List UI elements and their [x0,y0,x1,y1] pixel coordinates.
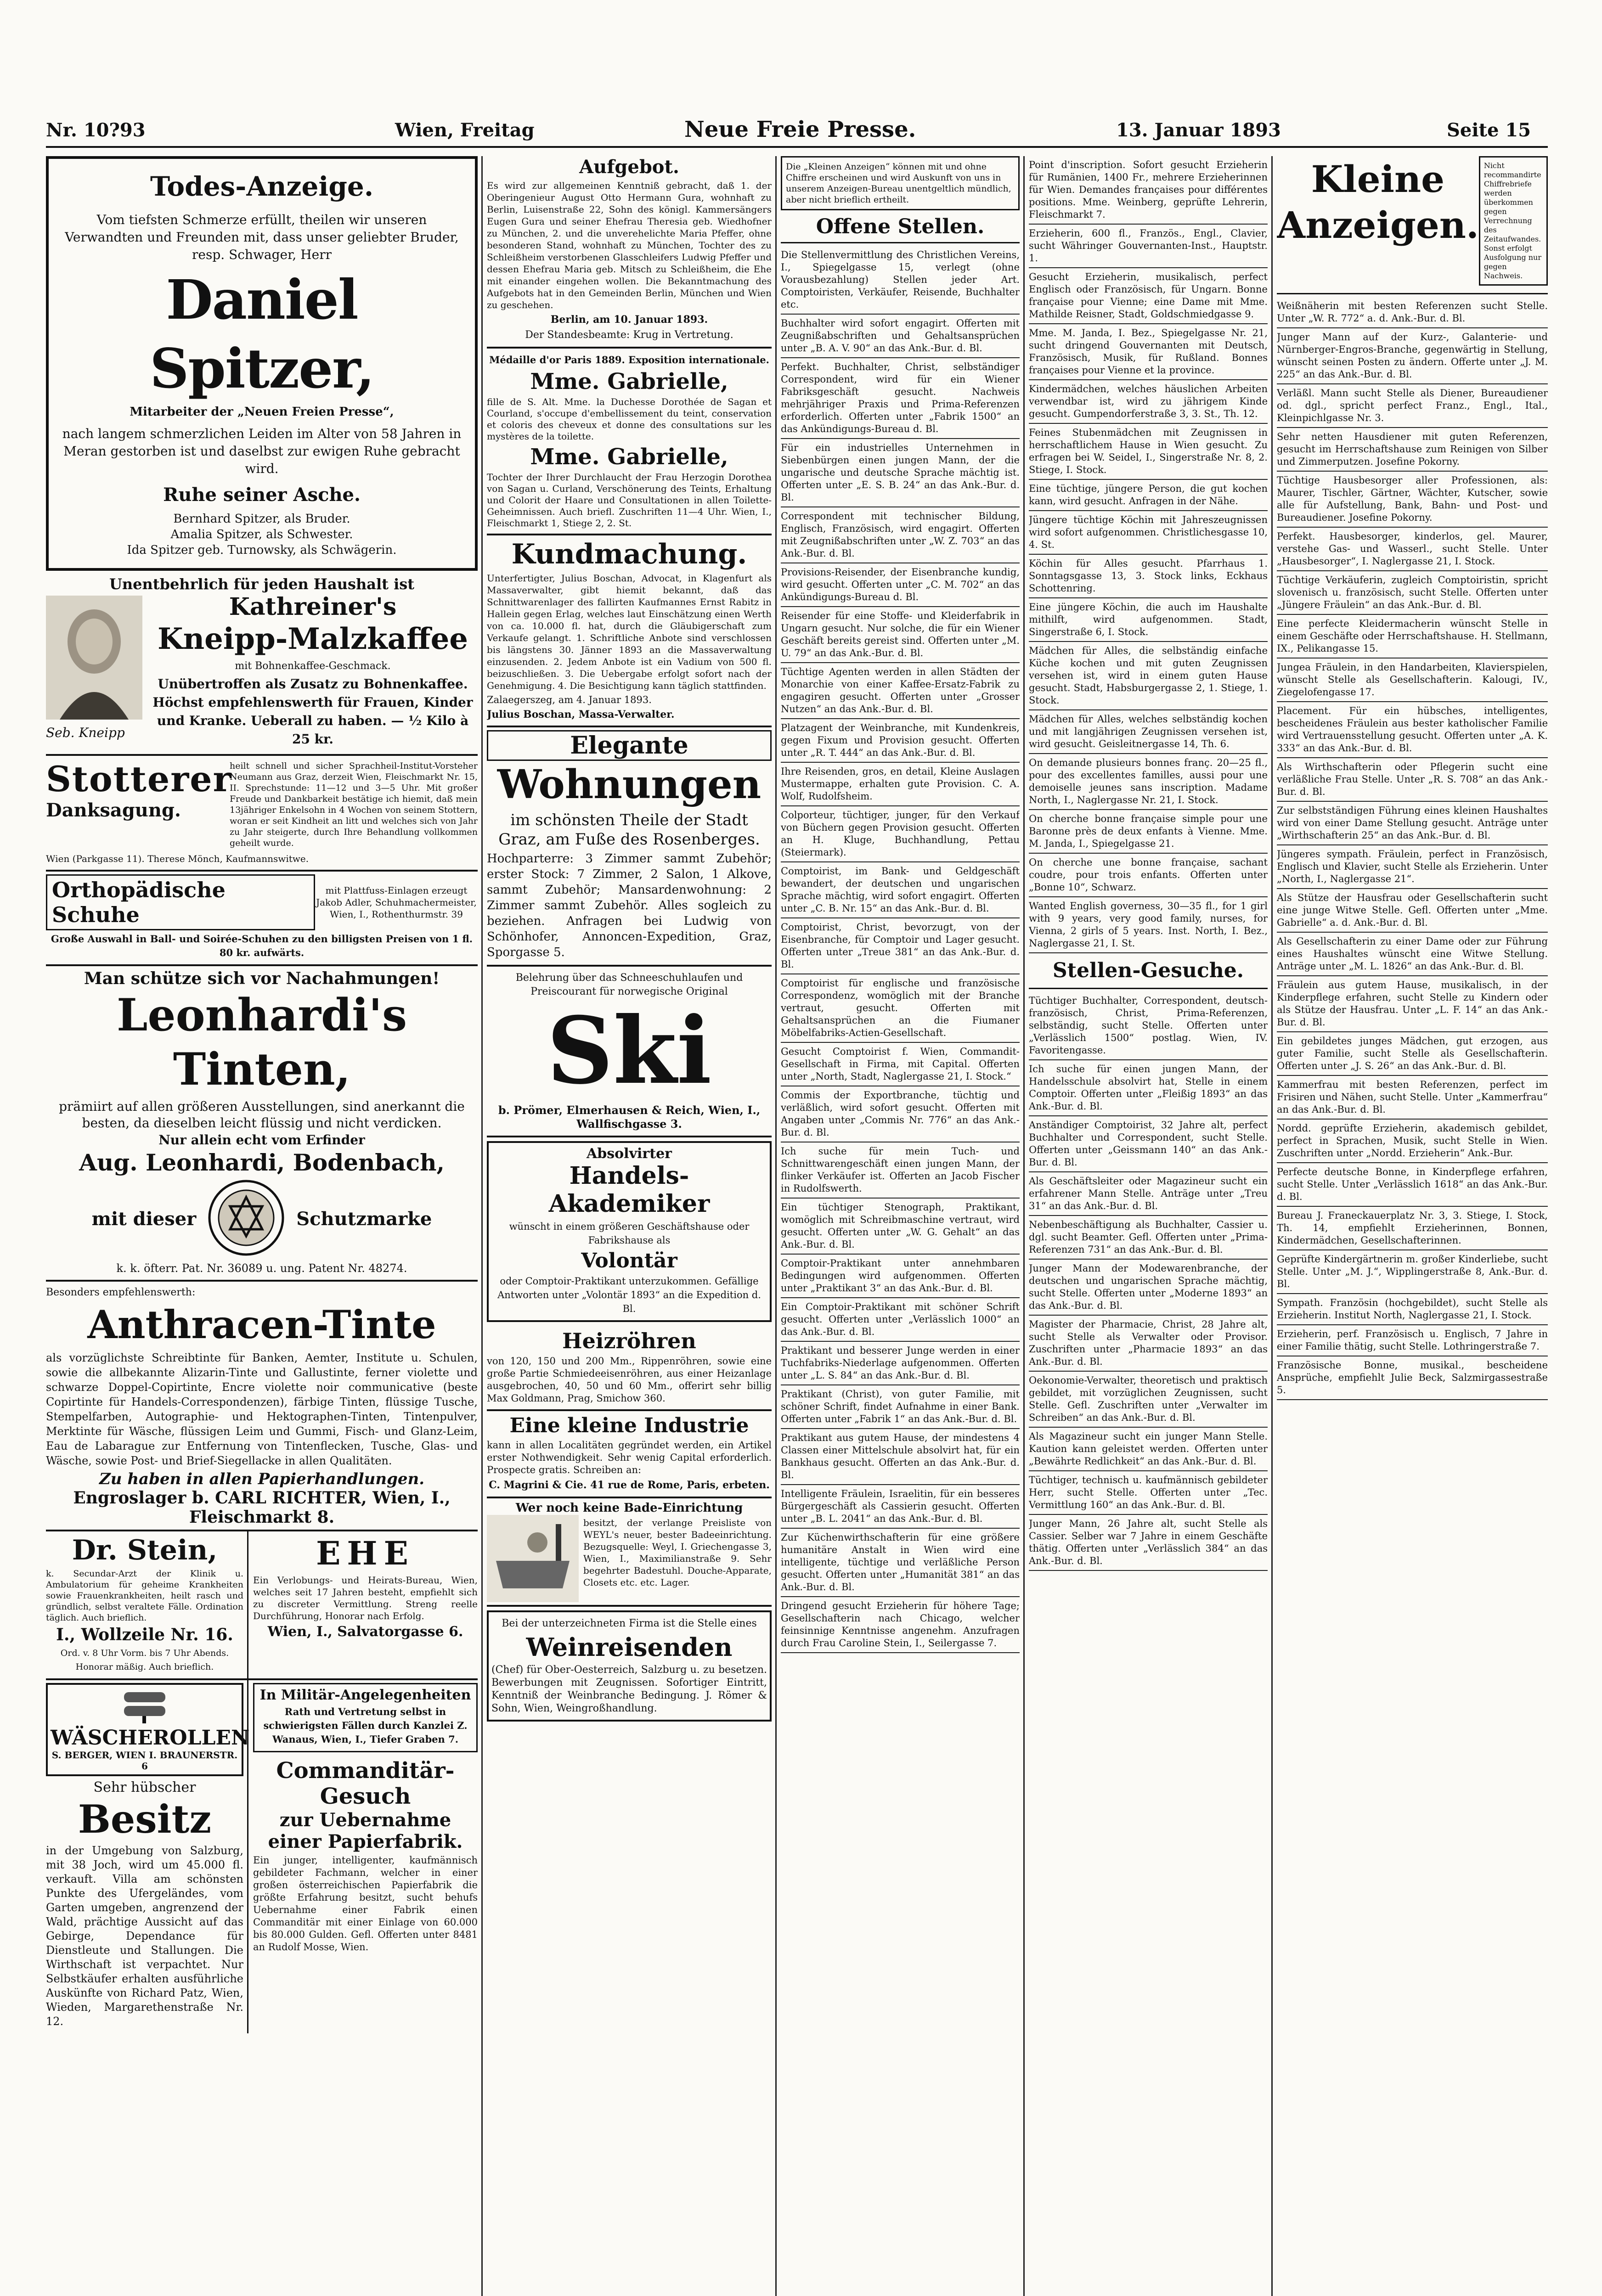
column-3 [781,156,1020,2296]
akademiker-ad [487,1141,772,1322]
akademiker-text: wünscht in einem größeren Geschäftshause oder Fabrikshause als [509,1221,750,1246]
stein-hours: Ord. v. 8 Uhr Vorm. bis 7 Uhr Abends. Honorar mäßig. Auch brieflich. [60,1648,229,1672]
classified-ad-item: Tüchtige Verkäuferin, zugleich Comptoiristin, spricht slovenisch u. französisch, sucht Stelle. Offerten unter „Jüngere Fräulein“ an das Ank.-Bur. d. Bl. [1277,571,1548,615]
job-wanted-ad-item: Magister der Pharmacie, Christ, 28 Jahre alt, sucht Stelle als Verwalter oder Provisor. Zuschriften unter „Pharmacie 1893“ an das Ank.-Bur. d. Bl. [1029,1316,1268,1372]
kneipp-head: Unentbehrlich für jeden Haushalt ist [109,575,415,593]
classified-ad-item: Platzagent der Weinbranche, mit Kundenkreis, gegen Fixum und Provision gesucht. Offerten unter „R. T. 444“ an das Ank.-Bur. d. Bl. [781,719,1020,763]
kneipp-sub: mit Bohnenkaffee-Geschmack. [235,660,391,672]
besitz-text: in der Umgebung von Salzburg, mit 38 Joch, wird um 45.000 fl. verkauft. Villa am schönsten Punkte des Ufergeländes, vom Garten umgeben, angrenzend der Wald, prächtige Aussicht auf das Gebirge, Dependance für Dienstleute und Stallungen. Die Wirthschaft ist verpachtet. Nur Selbstkäufer erhalten ausführliche Auskünfte von Richard Patz, Wien, Wieden, Margarethenstraße Nr. 12. [46,1844,243,2028]
issue-date: 13. Januar 1893 [1116,119,1281,141]
aufgebot-date: Berlin, am 10. Januar 1893. [550,314,708,326]
classified-ad-item: Erzieherin, perf. Französisch u. Englisch, 7 Jahre in einer Familie thätig, sucht Stelle. Lothringerstraße 7. [1277,1325,1548,1356]
akademiker-title: Handels-Akademiker [548,1162,710,1218]
ehe-title: EHE [316,1534,415,1572]
stein-ehe-row [46,1531,478,1680]
classified-ad-item: Placement. Für ein hübsches, intelligentes, bescheidenes Fräulein aus bester katholischer Familie wird Vertrauensstellung gesucht. Offerten unter „A. K. 333“ an das Ank.-Bur. d. Bl. [1277,702,1548,758]
wohnungen-title: Wohnungen [497,761,762,808]
gabrielle-title: Mme. Gabrielle, [530,369,728,394]
classified-ad-item: Sympath. Französin (hochgebildet), sucht Stelle als Erzieherin. Institut North, Naglergasse 21, I. Stock. [1277,1294,1548,1325]
classified-ad-item: Fräulein aus gutem Hause, musikalisch, in der Kinderpflege erfahren, sucht Stelle zu Kindern oder als Stütze der Hausfrau. Unter „L. F. 14“ an das Ank.-Bur. d. Bl. [1277,976,1548,1032]
akademiker-text-2: oder Comptoir-Praktikant unterzukommen. Gefällige Antworten unter „Volontär 1893“ an die Expedition d. Bl. [497,1276,761,1314]
kleine-anzeigen-note: Die „Kleinen Anzeigen“ können mit und ohne Chiffre erscheinen und wird Auskunft von uns in unserem Anzeigen-Bureau unentgeltlich mündlich, aber nicht brieflich ertheilt. [781,156,1020,210]
classified-ad-item: Als Gesellschafterin zu einer Dame oder zur Führung eines Haushaltes wünscht eine Witwe Stellung. Anträge unter „M. L. 1826“ an das Ank.-Bur. d. Bl. [1277,933,1548,976]
death-notice-rest: Ruhe seiner Asche. [163,484,361,506]
ortho-ad [46,872,478,966]
classified-ad-item: Commis der Exportbranche, tüchtig und verläßlich, wird sofort gesucht. Offerten mit Angaben unter „Commis Nr. 776“ an das Ank.-Bur. d. Bl. [781,1086,1020,1142]
heizroehren-text: von 120, 150 und 200 Mm., Rippenröhren, sowie eine große Partie Schmiedeeisenröhren, aus einer Heizanlage ausgebrochen, 40, 50 und 60 Mm., offerirt sehr billig Max Goldmann, Prag, Smichow 360. [487,1356,772,1404]
weinreisenden-title: Weinreisenden [526,1632,733,1662]
stellen-gesuche-title: Stellen-Gesuche. [1052,959,1244,982]
anthracen-pre: Besonders empfehlenswerth: [46,1287,196,1298]
kneipp-signature: Seb. Kneipp [46,725,125,740]
classified-ad-item: Reisender für eine Stoffe- und Kleiderfabrik in Ungarn gesucht. Nur solche, die für ein Wiener Geschäft bereits gereist sind. Offerten unter „M. U. 79“ an das Ank.-Bur. d. Bl. [781,607,1020,663]
leonhardi-mark-left: mit dieser [91,1208,197,1230]
leonhardi-mark-right: Schutzmarke [296,1208,432,1230]
classified-ad-item: Die Stellenvermittlung des Christlichen Vereins, I., Spiegelgasse 15, verlegt (ohne Vorausbezahlung) Stellen jeder Art. Comptoiristen, Verkäufer, Reisende, Buchhalter etc. [781,246,1020,315]
bade-ad [487,1498,772,1607]
akademiker-pre: Absolvirter [587,1146,672,1162]
classified-ad-item: Köchin für Alles gesucht. Pfarrhaus 1. Sonntagsgasse 13, 3. Stock links, Eckhaus Schottenring. [1029,555,1268,598]
bottom-row [46,1680,478,2033]
classified-ad-item: Perfecte deutsche Bonne, in Kinderpflege erfahren, sucht Stelle. Unter „Verlässlich 1618“ an das Ank.-Bur. d. Bl. [1277,1163,1548,1207]
classified-ad-item: Junger Mann auf der Kurz-, Galanterie- und Nürnberger-Engros-Branche, gegenwärtig in Stellung, wünscht seinen Posten zu ändern. Offerte unter „J. M. 225“ an das Ank.-Bur. d. Bl. [1277,328,1548,384]
kneipp-ad [46,575,478,756]
section-rule [1029,988,1268,989]
classified-ad-item: Wanted English governess, 30—35 fl., for 1 girl with 9 years, very good family, nurses, for Vienna, 2 girls of 5 years. Inst. North, I. Bez., Naglergasse 21, I. St. [1029,897,1268,953]
issue-number: Nr. 10?93 [46,119,146,141]
stotterer-title: Stotterer [46,759,232,799]
wohnungen-pre: Elegante [487,730,772,761]
section-rule [1277,293,1548,294]
industrie-text: kann in allen Localitäten gegründet werden, ein Artikel erster Nothwendigkeit. Sehr wenig Capital erforderlich. Prospecte gratis. Schreiben an: [487,1440,772,1475]
classified-ad-item: Praktikant und besserer Junge werden in einer Tuchfabriks-Niederlage aufgenommen. Offerten unter „L. S. 84“ an das Ank.-Bur. d. Bl. [781,1342,1020,1385]
column-4 [1029,156,1268,2296]
industrie-title: Eine kleine Industrie [509,1414,749,1437]
militaer-title: In Militär-Angelegenheiten [259,1687,471,1703]
signature-2: Amalia Spitzer, als Schwester. [170,528,353,541]
job-wanted-ad-item: Anständiger Comptoirist, 32 Jahre alt, perfect Buchhalter und Correspondent, sucht Stelle. Offerten unter „Geissmann 140“ an das Ank.-Bur. d. Bl. [1029,1116,1268,1172]
classified-ad-item: Bureau J. Franeckauerplatz Nr. 3, 3. Stiege, I. Stock, Th. 14, empfiehlt Erzieherinnen, Bonnen, Kindermädchen, Gesellschafterinnen. [1277,1207,1548,1250]
classified-ad-item: Ein gebildetes junges Mädchen, gut erzogen, aus guter Familie, sucht Stelle als Gesellschafterin. Offerten unter „J. S. 26“ an das Ank.-Bur. d. Bl. [1277,1032,1548,1076]
classified-ad-item: Zur selbstständigen Führung eines kleinen Haushaltes wird von einer Dame Stellung gesucht. Anträge unter „Wirthschafterin 25“ an das Ank.-Bur. d. Bl. [1277,802,1548,845]
death-notice-title: Todes-Anzeige. [150,171,374,202]
classified-ad-item: Erzieherin, 600 fl., Französ., Engl., Clavier, sucht Währinger Gouvernanten-Inst., Hauptstr. 1. [1029,225,1268,268]
stotterer-head: Danksagung. [46,799,181,821]
gabrielle-text-2: Tochter der Ihrer Durchlaucht der Frau Herzogin Dorothea von Sagan u. Curland, Verschönerung des Teints, Erhaltung und Colorit der Haare und Consultationen in allen Toilette-Geheimnissen. Auch briefl. Zuschriften 11—4 Uhr. Wien, I., Fleischmarkt 1, Stiege 2, 2. St. [487,472,772,529]
classified-ad-item: Französische Bonne, musikal., bescheidene Ansprüche, empfiehlt Julie Beck, Salzmirgassestraße 5. [1277,1356,1548,1400]
classified-ad-item: Eine perfecte Kleidermacherin wünscht Stelle in einem Geschäfte oder Herrschaftshause. H. Stellmann, IX., Pelikangasse 15. [1277,615,1548,658]
job-wanted-ad-item: Junger Mann, 26 Jahre alt, sucht Stelle als Cassier. Selber war 7 Jahre in einem Geschäfte thätig. Offerten unter „Verlässlich 384“ an das Ank.-Bur. d. Bl. [1029,1515,1268,1571]
classified-ad-item: Sehr netten Hausdiener mit guten Referenzen, gesucht im Herrschaftshause zum Reinigen von Silber und Zimmerputzen. Josefine Pokorny. [1277,428,1548,472]
column-rule [481,156,483,2296]
stein-address: I., Wollzeile Nr. 16. [56,1625,233,1644]
signature-1: Bernhard Spitzer, als Bruder. [173,512,350,526]
page-header [46,115,1548,147]
chiffre-note: Nicht recommandirte Chiffrebriefe werden überkommen gegen Verrechnung des Zeitaufwandes. Sonst erfolgt Ausfolgung nur gegen Nachweis. [1479,156,1548,286]
ski-title: Ski [547,997,712,1105]
signature-3: Ida Spitzer geb. Turnowsky, als Schwägerin. [127,543,397,557]
anthracen-sub: Zu haben in allen Papierhandlungen. [99,1470,425,1488]
job-wanted-ad-item: Als Geschäftsleiter oder Magazineur sucht ein erfahrener Mann Stelle. Anträge unter „Treu 31“ an das Ank.-Bur. d. Bl. [1029,1172,1268,1216]
job-wanted-ad-item: Ich suche für einen jungen Mann, der Handelsschule absolvirt hat, Stelle in einem Comptoir. Offerten unter „Fleißig 1893“ an das Ank.-Bur. d. Bl. [1029,1060,1268,1116]
aufgebot-title: Aufgebot. [579,156,679,178]
militaer-ad [253,1683,478,1752]
classified-ad-item: Ihre Reisenden, gros, en detail, Kleine Auslagen Mustermappe, erhalten gute Provision. C. A. Wolf, Rudolfsheim. [781,763,1020,806]
classified-ad-item: Verläßl. Mann sucht Stelle als Diener, Bureaudiener od. dgl., spricht perfect Franz., Engl., Ital., Kleinpichlgasse Nr. 3. [1277,384,1548,428]
classified-ad-item: Geprüfte Kindergärtnerin m. großer Kinderliebe, sucht Stelle. Unter „M. J.“, Wipplingerstraße 8, Ank.-Bur. d. Bl. [1277,1250,1548,1294]
offene-stellen-title: Offene Stellen. [816,215,985,238]
classified-ad-item: Für ein industrielles Unternehmen in Siebenbürgen einen jungen Mann, der die ungarische und deutsche Sprache mächtig ist. Offerten unter „E. S. B. 24“ an das Ank.-Bur. d. Bl. [781,439,1020,507]
bade-text: besitzt, der verlange Preisliste von WEYL's neuer, bester Badeeinrichtung. Bezugsquelle: Weyl, I. Griechengasse 3, Wien, I., Maximilianstraße 9. Sehr begehrter Badestuhl. Douche-Apparate, Closets etc. etc. Lager. [583,1517,772,1588]
classified-ad-item: Perfekt. Buchhalter, Christ, selbständiger Correspondent, wird für ein Wiener Fabriksgeschäft gesucht. Nachweis mehrjähriger Praxis und Prima-Referenzen erforderlich. Offerten unter „Fabrik 1500“ an das Ankündigungs-Bureau d. Bl. [781,358,1020,439]
kundmachung-date: Zalaegerszeg, am 4. Januar 1893. [487,694,652,705]
column-rule [775,156,777,2296]
classified-ad-item: Intelligente Fräulein, Israelitin, für ein besseres Bürgergeschäft als Cassierin gesucht. Offerten unter „B. L. 2041“ an das Ank.-Bur. d. Bl. [781,1485,1020,1529]
wohnungen-sub: im schönsten Theile der Stadt Graz, am Fuße des Rosenberges. [498,811,760,849]
bade-title: Wer noch keine Bade-Einrichtung [515,1501,743,1515]
job-wanted-ad-item: Oekonomie-Verwalter, theoretisch und praktisch gebildet, mit vorzüglichen Zeugnissen, sucht Stelle. Gefl. Zuschriften unter „Verwalter im Schreiben“ an das Ank.-Bur. d. Bl. [1029,1372,1268,1428]
gabrielle-title-2: Mme. Gabrielle, [530,444,728,470]
column-2 [487,156,772,2296]
militaer-text: Rath und Vertretung selbst in schwierigsten Fällen durch Kanzlei Z. Wanaus, Wien, I., Tiefer Graben 7. [263,1706,468,1745]
heizroehren-ad [487,1326,772,1411]
wohnungen-ad [487,727,772,967]
classified-ad-item: Praktikant aus gutem Hause, der mindestens 4 Classen einer Mittelschule absolvirt hat, für ein Bankhaus gesucht. Offerten an das Ank.-Bur. d. Bl. [781,1429,1020,1485]
classified-ad-item: Eine tüchtige, jüngere Person, die gut kochen kann, wird gesucht. Anfragen in der Nähe. [1029,480,1268,511]
heizroehren-title: Heizröhren [562,1328,696,1353]
classified-ad-item: Correspondent mit technischer Bildung, Englisch, Französisch, wird engagirt. Offerten mit Zeugnißabschriften unter „W. Z. 703“ an das Ank.-Bur. d. Bl. [781,507,1020,563]
classified-ad-item: Eine jüngere Köchin, die auch im Haushalte mithilft, wird aufgenommen. Stadt, Singerstraße 6, I. Stock. [1029,598,1268,642]
ski-text: b. Prömer, Elmerhausen & Reich, Wien, I., Wallfischgasse 3. [498,1103,761,1131]
kundmachung-title: Kundmachung. [511,538,747,570]
classified-ad-item: Tüchtige Hausbesorger aller Professionen, als: Maurer, Tischler, Gärtner, Wächter, Kutscher, sowie alle für Aufstellung, Bank, Bahn- und Post- und Bureaudiener. Josefine Pokorny. [1277,472,1548,528]
wringer-icon [119,1688,170,1724]
stein-title: Dr. Stein, [72,1534,218,1566]
header-rule [46,146,1548,148]
ortho-text-2: Große Auswahl in Ball- und Soirée-Schuhen zu den billigsten Preisen von 1 fl. 80 kr. aufwärts. [51,933,473,958]
page-number: Seite 15 [1447,119,1531,141]
gabrielle-text: fille de S. Alt. Mme. la Duchesse Dorothée de Sagan et Courland, s'occupe d'embellissement du teint, conservation et coloris des cheveux et donne des consultations sur les mystères de la toilette. [487,396,772,442]
leonhardi-patent: k. k. öfterr. Pat. Nr. 36089 u. ung. Patent Nr. 48274. [116,1262,407,1275]
leonhardi-maker: Aug. Leonhardi, Bodenbach, [79,1149,445,1176]
leonhardi-title: Leonhardi's Tinten, [116,989,407,1095]
classified-ad-item: On cherche bonne française simple pour une Baronne près de deux enfants à Vienne. Mme. M. Janda, I., Spiegelgasse 21. [1029,810,1268,854]
aufgebot-signature: Der Standesbeamte: Krug in Vertretung. [525,329,733,341]
kneipp-title: Kneipp-Malzkaffee [158,622,468,656]
classified-ad-item: Weißnäherin mit besten Referenzen sucht Stelle. Unter „W. R. 772“ a. d. Ank.-Bur. d. Bl. [1277,297,1548,328]
leonhardi-head: Man schütze sich vor Nachahmungen! [84,969,440,988]
weinreisenden-pre: Bei der unterzeichneten Firma ist die Stelle eines [502,1618,757,1629]
ortho-text: mit Plattfuss-Einlagen erzeugt Jakob Adler, Schuhmachermeister, Wien, I., Rothenthurmstr. 39 [316,885,477,920]
classified-ad-item: Comptoirist für englische und französische Correspondenz, womöglich mit der Branche vertraut, gesucht. Offerten mit Gehaltsansprüchen an die Fiumaner Möbelfabriks-Actien-Gesellschaft. [781,974,1020,1043]
classified-ad-item: Buchhalter wird sofort engagirt. Offerten mit Zeugnißabschriften und Gehaltsansprüchen unter „B. A. V. 90“ an das Ank.-Bur. d. Bl. [781,315,1020,358]
kneipp-brand: Kathreiner's [229,593,397,621]
classified-ad-item: Mme. M. Janda, I. Bez., Spiegelgasse Nr. 21, sucht dringend Gouvernanten mit Deutsch, Französisch, Musik, für Rußland. Bonnes françaises pour Vienne et la province. [1029,324,1268,380]
commanditaer-text: Ein junger, intelligenter, kaufmännisch gebildeter Fachmann, welcher in einer großen österreichischen Papierfabrik die größte Erfahrung besitzt, sucht behufs Uebernahme einer Fabrik einen Commanditär mit einer Einlage von 60.000 bis 80.000 Gulden. Gefl. Offerten unter 8481 an Rudolf Mosse, Wien. [253,1855,478,1953]
classified-ad-item: Comptoirist, Christ, bevorzugt, von der Eisenbranche, für Comptoir und Lager gesucht. Offerten unter „Treue 381“ an das Ank.-Bur. d. Bl. [781,918,1020,974]
stein-text: k. Secundar-Arzt der Klinik u. Ambulatorium für geheime Krankheiten sowie Frauenkrankheiten, heilt rasch und gründlich, selbst veraltete Fälle. Ordination täglich. Auch brieflich. [46,1569,243,1623]
classified-ad-item: Jungea Fräulein, in den Handarbeiten, Klavierspielen, wünscht Stelle als Gesellschafterin. Kalougi, IV., Ziegelofengasse 17. [1277,658,1548,702]
classified-ad-item: Ein tüchtiger Stenograph, Praktikant, womöglich mit Schreibmaschine vertraut, wird gesucht. Offerten unter „W. G. Gehalt“ an das Ank.-Bur. d. Bl. [781,1199,1020,1255]
classified-ad-item: Zur Küchenwirthschafterin für eine größere humanitäre Anstalt in Wien wird eine intelligente, tüchtige und verläßliche Person gesucht. Offerten unter „Humanität 381“ an das Ank.-Bur. d. Bl. [781,1529,1020,1597]
paper-title: Neue Freie Presse. [684,117,916,142]
leonhardi-ad [46,966,478,1282]
classified-ad-item: Perfekt. Hausbesorger, kinderlos, gel. Maurer, verstehe Gas- und Wasserl., sucht Stelle. Unter „Hausbesorger“, I. Naglergasse 21, I. Stock. [1277,528,1548,571]
kneipp-text: Unübertroffen als Zusatz zu Bohnenkaffee. Höchst empfehlenswerth für Frauen, Kinder und Kranke. Ueberall zu haben. — ½ Kilo à 25 kr. [152,676,473,747]
classified-ad-item: Jüngeres sympath. Fräulein, perfect in Französisch, Englisch und Klavier, sucht Stelle als Erzieherin. Unter „North, I., Naglergasse 21“. [1277,845,1548,889]
anthracen-engros: Engroslager b. CARL RICHTER, Wien, I., Fleischmarkt 8. [73,1488,451,1527]
classified-ad-item: Gesucht Erzieherin, musikalisch, perfect Englisch oder Französisch, für Ungarn. Bonne française pour Vienne; eine Dame mit Mme. Mathilde Reisner, Stadt, Goldschmiedgasse 9. [1029,268,1268,324]
classified-ad-item: Dringend gesucht Erzieherin für höhere Tage; Gesellschafterin nach Chicago, welcher feinsinnige Kenntnisse angenehm. Anzufragen durch Frau Caroline Stein, I., Seilergasse 7. [781,1597,1020,1653]
kleine-anzeigen-list [1277,297,1548,1400]
classified-ad-item: Jüngere tüchtige Köchin mit Jahreszeugnissen wird sofort aufgenommen. Christlichesgasse 10, 4. St. [1029,511,1268,555]
bathtub-illustration [487,1515,579,1602]
classified-ad-item: Als Stütze der Hausfrau oder Gesellschafterin sucht eine junge Witwe Stelle. Gefl. Offerten unter „Mme. Gabrielle“ a. d. Ank.-Bur. d. Bl. [1277,889,1548,933]
classified-ad-item: Comptoirist, im Bank- und Geldgeschäft bewandert, der deutschen und ungarischen Sprache mächtig, wird sofort engagirt. Offerten unter „C. B. Nr. 15“ an das Ank.-Bur. d. Bl. [781,862,1020,918]
gabrielle-pre: Médaille d'or Paris 1889. Exposition internationale. [489,354,769,366]
anthracen-text: als vorzüglichste Schreibtinte für Banken, Aemter, Institute u. Schulen, sowie die allbekannte Alizarin-Tinte und Gallustinte, ferner violette und schwarze Doppel-Copirtinte, Encre violette noir communicative (beste Copirtinte für Handels-Correspondenzen), färbige Tinten, flüssige Tusche, Stempelfarben, Autographie- und Hektographen-Tinten, Tintenpulver, Merktinte für Wäsche, flüssigen Leim und Gummi, Fisch- und Glanz-Leim, Eau de Labarague zur Entfernung von Tintenflecken, Tusche, Glas- und Wäsche, sowie Post- und Brief-Siegellacke in allen Qualitäten. [46,1351,478,1467]
column-1 [46,156,478,2296]
classified-ad-item: Feines Stubenmädchen mit Zeugnissen in herrschaftlichem Hause in Wien gesucht. Zu erfragen bei W. Seidel, I., Singerstraße Nr. 8, 2. Stiege, I. Stock. [1029,424,1268,480]
classified-ad-item: Comptoir-Praktikant unter annehmbaren Bedingungen wird aufgenommen. Offerten unter „Praktikant 3“ an das Ank.-Bur. d. Bl. [781,1255,1020,1298]
death-notice-text: Vom tiefsten Schmerze erfüllt, theilen wir unseren Verwandten und Freunden mit, dass unser geliebter Bruder, resp. Schwager, Herr [65,212,459,262]
aufgebot-ad [487,156,772,349]
industrie-address: C. Magrini & Cie. 41 rue de Rome, Paris, erbeten. [489,1479,770,1491]
industrie-ad [487,1411,772,1498]
job-wanted-ad-item: Tüchtiger Buchhalter, Correspondent, deutsch-französisch, Christ, Prima-Referenzen, selbständig, sucht Stelle. Offerten unter „Verlässlich 1500“ postlag. Wien, IV. Favoritengasse. [1029,992,1268,1060]
wohnungen-text: Hochparterre: 3 Zimmer sammt Zubehör; erster Stock: 7 Zimmer, 2 Salon, 1 Alkove, sammt Zubehör; Mansardenwohnung: 2 Zimmer sammt Zubehör. Alles sogleich zu beziehen. Anfragen bei Ludwig von Schönhofer, Annoncen-Expedition, Graz, Sporgasse 5. [487,852,772,959]
wascherollen-text: S. BERGER, WIEN I. BRAUNERSTR. 6 [51,1750,238,1772]
wascherollen-brand: WÄSCHEROLLEN [51,1726,250,1750]
ortho-title: Orthopädische Schuhe [46,874,315,930]
classified-ad-item: Ich suche für mein Tuch- und Schnittwarengeschäft einen jungen Mann, der flinker Verkäufer ist. Offerten an Jacob Fischer in Rudolfswerth. [781,1142,1020,1199]
job-wanted-ad-item: Tüchtiger, technisch u. kaufmännisch gebildeter Herr, sucht Stelle. Offerten unter „Tec. Vermittlung 160“ an das Ank.-Bur. d. Bl. [1029,1471,1268,1515]
besitz-pre: Sehr hübscher [93,1779,196,1795]
classified-ad-item: Mädchen für Alles, die selbständig einfache Küche kochen und mit guten Zeugnissen versehen ist, wird in einem guten Hause gesucht. Stadt, Habsburgergasse 2, 1. Stiege, 1. Stock. [1029,642,1268,710]
job-wanted-ad-item: Als Magazineur sucht ein junger Mann Stelle. Kaution kann geleistet werden. Offerten unter „Bewährte Redlichkeit“ an das Ank.-Bur. d. Bl. [1029,1428,1268,1471]
classified-ad-item: Mädchen für Alles, welches selbständig kochen und mit langjährigen Zeugnissen versehen ist, wird gesucht. Geisleitnergasse 14, Th. 6. [1029,710,1268,754]
ski-pre: Belehrung über das Schneeschuhlaufen und Preiscourant für norwegische Original [515,972,743,997]
aufgebot-text: Es wird zur allgemeinen Kenntniß gebracht, daß 1. der Oberingenieur August Otto Hermann Gura, wohnhaft zu Berlin, Luisenstraße 22, Sohn des königl. Kammersängers Eugen Gura und seiner Ehefrau Theresia geb. Wiedhofner zu München, 2. und die unverehelichte Maria Pfeffer, ohne besonderen Stand, wohnhaft zu München, Tochter des zu Schleißheim verstorbenen Glasschleifers Ludwig Pfeffer und dessen Ehefrau Maria geb. Mitsch zu Schleißheim, die Ehe mit einander eingehen wollen. Die Bekanntmachung des Aufgebots hat in den Gemeinden Berlin, München und Wien zu geschehen. [487,180,772,310]
classified-ad-item: Colporteur, tüchtiger, junger, für den Verkauf von Büchern gegen Provision gesucht. Offerten an H. Kluge, Buchhandlung, Pettau (Steiermark). [781,806,1020,862]
ski-ad [487,967,772,1137]
kundmachung-ad [487,535,772,727]
besitz-title: Besitz [78,1796,212,1842]
classified-ad-item: On demande plusieurs bonnes franç. 20—25 fl., pour des excellentes familles, aussi pour une demoiselle jeunes sans inscription. Madame North, I., Naglergasse Nr. 21, I. Stock. [1029,754,1268,810]
job-wanted-ad-item: Nebenbeschäftigung als Buchhalter, Cassier u. dgl. sucht Beamter. Gefl. Offerten unter „Prima-Referenzen 731“ an das Ank.-Bur. d. Bl. [1029,1216,1268,1260]
job-wanted-ad-item: Junger Mann der Modewarenbranche, der deutschen und ungarischen Sprache mächtig, sucht Stelle. Offerten unter „Moderne 1893“ an das Ank.-Bur. d. Bl. [1029,1260,1268,1316]
anthracen-ad [46,1282,478,1531]
kleine-anzeigen-title: Kleine Anzeigen. [1277,158,1479,247]
leonhardi-text: prämiirt auf allen größeren Ausstellungen, sind anerkannt die besten, da dieselben leicht flüssig und nicht verdicken. [59,1099,465,1131]
classified-ad-item: Tüchtige Agenten werden in allen Städten der Monarchie von einer Kaffee-Ersatz-Fabrik zu engagiren gesucht. Offerten unter „Grosser Nutzen“ an das Ank.-Bur. d. Bl. [781,663,1020,719]
classified-ad-item: Praktikant (Christ), von guter Familie, mit schöner Schrift, findet Aufnahme in einer Bank. Offerten unter „Fabrik 1“ an das Ank.-Bur. d. Bl. [781,1385,1020,1429]
death-notice-text-2: nach langem schmerzlichen Leiden im Alter von 58 Jahren in Meran gestorben ist und daselbst zur ewigen Ruhe gebracht wird. [62,426,462,476]
gabrielle-ad [487,349,772,535]
column-rule [1023,156,1025,2296]
death-notice [46,156,478,571]
akademiker-volontaer: Volontär [581,1249,677,1272]
column-5 [1277,156,1548,2296]
ehe-text: Ein Verlobungs- und Heirats-Bureau, Wien, welches seit 17 Jahren besteht, empfiehlt sich zu discreter Vermittlung. Streng reelle Durchführung, Honorar nach Erfolg. [253,1575,478,1621]
classified-ad-item: Kindermädchen, welches häuslichen Arbeiten verwendbar ist, wird zu jährigem Kinde gesucht. Gumpendorferstraße 3, 3. St., Th. 12. [1029,380,1268,424]
place-day: Wien, Freitag [395,119,535,141]
death-notice-role: Mitarbeiter der „Neuen Freien Presse“, [130,405,394,419]
column-rule [1271,156,1273,2296]
leonhardi-text-2: Nur allein echt vom Erfinder [158,1132,365,1148]
anthracen-title: Anthracen-Tinte [87,1302,436,1347]
ehe-address: Wien, I., Salvatorgasse 6. [267,1624,463,1640]
death-notice-name: Daniel Spitzer, [150,268,374,400]
trademark-seal-icon [207,1179,285,1259]
classified-ad-item: Kammerfrau mit besten Referenzen, perfect im Frisiren und Nähen, sucht Stelle. Unter „Kammerfrau“ an das Ank.-Bur. d. Bl. [1277,1076,1548,1120]
kundmachung-text: Unterfertigter, Julius Boschan, Advocat, in Klagenfurt als Massaverwalter, gibt hiemit bekannt, daß das Schnittwarenlager des fallirten Kaufmannes Ernst Rabitz in Hallein gegen Erlag, welches laut Einschätzung einen Werth von ca. 10.000 fl. hat, durch die Gläubigerschaft zum Verkaufe gelangt. 1. Schriftliche Anbote sind verschlossen bis längstens 30. Jänner 1893 an die Massaverwaltung einzusenden. 2. Jedem Anbote ist ein Vadium von 500 fl. beizuschließen. 3. Die Uebergabe erfolgt sofort nach der Genehmigung. 4. Die Besichtigung kann täglich stattfinden. [487,573,772,691]
stotterer-ad [46,756,478,872]
classified-ad-item: Gesucht Comptoirist f. Wien, Commandit-Gesellschaft in Firma, mit Capital. Offerten unter „North, Stadt, Naglergasse 21, I. Stock.“ [781,1043,1020,1086]
classified-ad-item: On cherche une bonne française, sachant coudre, pour trois enfants. Offerten unter „Bonne 10“, Schwarz. [1029,854,1268,897]
commanditaer-sub: zur Uebernahme einer Papierfabrik. [268,1809,463,1852]
classified-ad-item: Provisions-Reisender, der Eisenbranche kundig, wird gesucht. Offerten unter „C. M. 702“ an das Ankündigungs-Bureau d. Bl. [781,563,1020,607]
weinreisenden-text: (Chef) für Ober-Oesterreich, Salzburg u. zu besetzen. Bewerbungen mit Zeugnissen. Sofortiger Eintritt, Kenntniß der Weinbranche Bedingung. J. Römer & Sohn, Wien, Weingroßhandlung. [491,1664,767,1714]
stotterer-signature: Wien (Parkgasse 11). Therese Mönch, Kaufmannswitwe. [46,853,309,864]
portrait-image [46,596,142,747]
classified-ad-item: Nordd. geprüfte Erzieherin, akademisch gebildet, perfect in Sprachen, Musik, sucht Stelle in Wien. Zuschriften unter „Nordd. Erzieherin“ Ank.-Bur. [1277,1120,1548,1163]
wascherollen-ad [46,1683,250,1776]
offene-stellen-list [781,246,1020,1653]
classified-ad-item: Point d'inscription. Sofort gesucht Erzieherin für Rumänien, 1400 Fr., mehrere Erzieherinnen für Wien. Demandes françaises pour différentes positions. Mme. Weinberg, geprüfte Lehrerin, Fleischmarkt 7. [1029,156,1268,225]
classified-ad-item: Als Wirthschafterin oder Pflegerin sucht eine verläßliche Frau Stelle. Unter „R. S. 708“ an das Ank.-Bur. d. Bl. [1277,758,1548,802]
classified-ad-item: Ein Comptoir-Praktikant mit schöner Schrift gesucht. Offerten unter „Verlässlich 1000“ an das Ank.-Bur. d. Bl. [781,1298,1020,1342]
kundmachung-signature: Julius Boschan, Massa-Verwalter. [487,709,675,720]
stellen-gesuche-list [1029,992,1268,1571]
section-rule [781,242,1020,243]
stotterer-text: heilt schnell und sicher Sprachheil-Institut-Vorsteher Neumann aus Graz, derzeit Wien, Fleischmarkt Nr. 15, II. Sprechstunde: 11—12 und 3—5 Uhr. Mit großer Freude und Dankbarkeit bestätige ich hiemit, daß mein 13jähriger Enkelsohn in 4 Wochen von seinem Stottern, woran er seit Kindheit an litt und welches sich von Jahr zu Jahr steigerte, durch Ihre Behandlung vollkommen geheilt wurde. [230,761,478,848]
weinreisenden-ad [487,1610,772,1722]
offene-stellen-list-2 [1029,156,1268,953]
commanditaer-title: Commanditär-Gesuch [276,1758,455,1809]
